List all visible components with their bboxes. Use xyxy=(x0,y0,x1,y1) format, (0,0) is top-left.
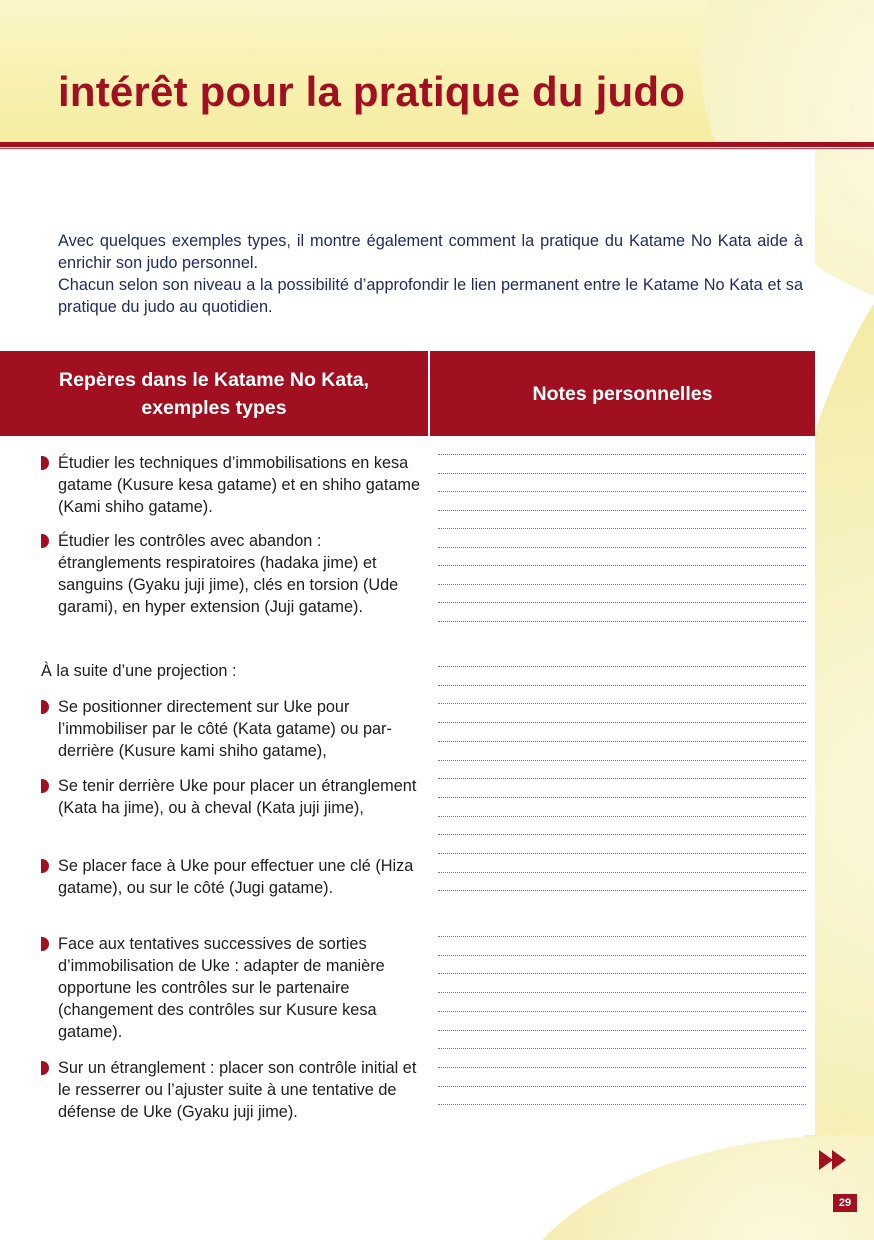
note-line[interactable] xyxy=(438,565,806,566)
note-line[interactable] xyxy=(438,853,806,854)
intro-paragraph-2: Chacun selon son niveau a la possibilité d’approfondir le lien permanent entre le Katame No Kata et sa pratique du judo au quotidien. xyxy=(58,276,803,316)
title-divider-thin xyxy=(0,148,874,149)
page-number: 29 xyxy=(833,1194,857,1212)
note-line[interactable] xyxy=(438,872,806,873)
note-line[interactable] xyxy=(438,1086,806,1087)
note-line[interactable] xyxy=(438,722,806,723)
list-item xyxy=(41,660,426,682)
note-line[interactable] xyxy=(438,1011,806,1012)
note-line[interactable] xyxy=(438,741,806,742)
table-header-landmarks: Repères dans le Katame No Kata, exemples types xyxy=(0,351,430,436)
list-item xyxy=(41,775,426,819)
table-header xyxy=(0,351,815,436)
page-title: intérêt pour la pratique du judo xyxy=(58,68,686,115)
note-line[interactable] xyxy=(438,834,806,835)
list-item xyxy=(41,452,426,518)
note-line[interactable] xyxy=(438,760,806,761)
note-line[interactable] xyxy=(438,685,806,686)
list-item-text: À la suite d’une projection : xyxy=(41,662,237,680)
intro-paragraph-1: Avec quelques exemples types, il montre également comment la pratique du Katame No Kata aide à enrichir son judo personnel. xyxy=(58,232,803,272)
note-line[interactable] xyxy=(438,510,806,511)
list-item-text: Se placer face à Uke pour effectuer une clé (Hiza gatame), ou sur le côté (Jugi gatame). xyxy=(58,857,414,897)
note-line[interactable] xyxy=(438,890,806,891)
table-header-notes: Notes personnelles xyxy=(532,382,713,405)
list-item xyxy=(41,1057,426,1123)
note-line[interactable] xyxy=(438,955,806,956)
note-line[interactable] xyxy=(438,936,806,937)
note-line[interactable] xyxy=(438,473,806,474)
double-arrow-right-icon[interactable] xyxy=(819,1150,847,1170)
list-item xyxy=(41,855,426,899)
note-line[interactable] xyxy=(438,666,806,667)
note-line[interactable] xyxy=(438,778,806,779)
list-item xyxy=(41,933,426,1043)
note-line[interactable] xyxy=(438,454,806,455)
note-line[interactable] xyxy=(438,797,806,798)
list-item-text: Sur un étranglement : placer son contrôle initial et le resserrer ou l’ajuster suite à une tentative de défense de Uke (Gyaku juji jime). xyxy=(58,1059,417,1121)
list-item-text: Face aux tentatives successives de sorties d’immobilisation de Uke : adapter de manière opportune les contrôles sur le partenaire (changement des contrôles sur Kusure kesa gatame). xyxy=(58,935,385,1041)
list-item xyxy=(41,530,426,618)
note-line[interactable] xyxy=(438,703,806,704)
note-line[interactable] xyxy=(438,602,806,603)
title-divider xyxy=(0,142,874,147)
list-item-text: Se tenir derrière Uke pour placer un étranglement (Kata ha jime), ou à cheval (Kata juji jime), xyxy=(58,777,417,817)
note-line[interactable] xyxy=(438,1048,806,1049)
note-line[interactable] xyxy=(438,816,806,817)
note-line[interactable] xyxy=(438,1104,806,1105)
list-item xyxy=(41,696,426,762)
list-item-text: Étudier les contrôles avec abandon : étranglements respiratoires (hadaka jime) et sanguins (Gyaku juji jime), clés en torsion (Ude garami), en hyper extension (Juji gatame). xyxy=(58,532,399,616)
intro-text xyxy=(58,230,803,318)
note-line[interactable] xyxy=(438,992,806,993)
decorative-arc-bottom xyxy=(500,1135,874,1240)
note-line[interactable] xyxy=(438,584,806,585)
note-line[interactable] xyxy=(438,1030,806,1031)
list-item-text: Se positionner directement sur Uke pour l’immobiliser par le côté (Kata gatame) ou par-derrière (Kusure kami shiho gatame), xyxy=(58,698,392,760)
list-item-text: Étudier les techniques d’immobilisations en kesa gatame (Kusure kesa gatame) et en shiho gatame (Kami shiho gatame). xyxy=(58,454,421,516)
note-line[interactable] xyxy=(438,973,806,974)
note-line[interactable] xyxy=(438,547,806,548)
note-line[interactable] xyxy=(438,1067,806,1068)
note-line[interactable] xyxy=(438,528,806,529)
note-line[interactable] xyxy=(438,621,806,622)
note-line[interactable] xyxy=(438,491,806,492)
